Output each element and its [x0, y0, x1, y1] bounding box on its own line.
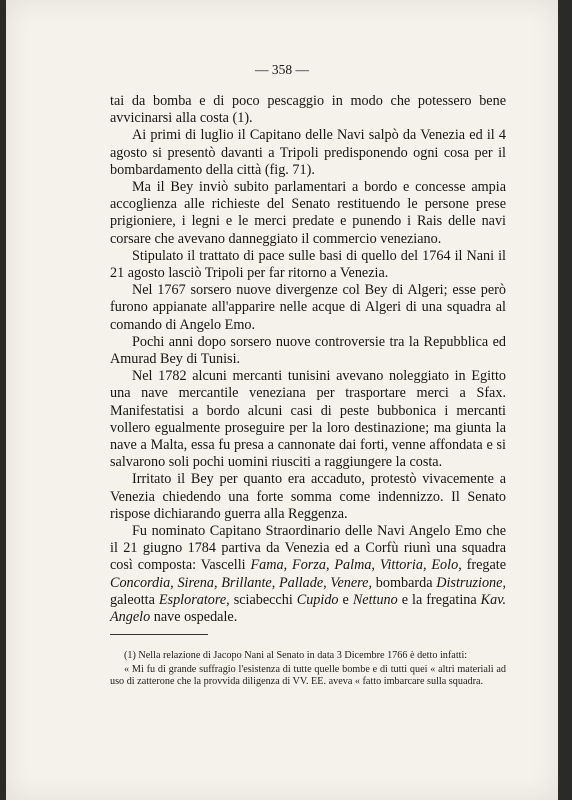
separator: e la fregatina [397, 591, 481, 608]
footnote-divider [110, 634, 208, 635]
ship-name: Sirena [177, 574, 214, 591]
paragraph-9-intro: Fu nominato Capitano Straordinario delle Navi Angelo Emo che il 21 giugno 1784 partiva da Venezia ed a Corfù riunì una squadra così composta: Vascelli [110, 523, 506, 574]
paragraph-6: Pochi anni dopo sorsero nuove controversie tra la Repubblica ed Amurad Bey di Tunisi. [110, 333, 506, 368]
separator: , [422, 557, 432, 574]
paragraph-4: Stipulato il trattato di pace sulle basi di quello del 1764 il Nani il 21 agosto lasciò Tripoli per far ritorno a Venezia. [110, 247, 506, 282]
footnote-1: (1) Nella relazione di Jacopo Nani al Senato in data 3 Dicembre 1766 è detto infatti: [124, 650, 468, 661]
page-number: — 358 — [255, 62, 309, 77]
separator: , [271, 574, 279, 591]
separator: , [283, 557, 293, 574]
separator: , [213, 574, 222, 591]
ship-name: Cupido [296, 591, 339, 608]
ship-name: Palma [334, 557, 372, 574]
ship-name: Fama [250, 557, 284, 574]
ship-name: Eolo [431, 557, 459, 574]
book-page [6, 0, 558, 800]
footnotes [110, 650, 506, 689]
paragraph-5: Nel 1767 sorsero nuove divergenze col Bey di Algeri; esse però furono appianate all'apparire nelle acque di Algeri di una squadra al comando di Angelo Emo. [110, 282, 506, 333]
separator: e [338, 591, 353, 608]
ship-name: Venere [330, 574, 369, 591]
paragraph-9 [110, 523, 506, 626]
ship-name: Concordia [110, 574, 171, 591]
paragraph-7: Nel 1782 alcuni mercanti tunisini avevano noleggiato in Egitto una nave mercantile veneziana per trasportare merci a Sfax. Manifestatisi a bordo alcuni casi di peste bubbonica i mercanti vollero egualmente proseguire per la loro destinazione; ma giunta la nave a Malta, essa fu presa a cannonate dai forti, venne affondata e si salvarono soli pochi uomini riusciti a raggiungere la costa. [110, 368, 506, 471]
separator: , [325, 557, 335, 574]
ship-name: Esploratore [158, 591, 227, 608]
paragraph-3: Ma il Bey inviò subito parlamentari a bordo e concesse ampia accoglienza alle richieste del Senato restituendo le persone prese prigioniere, i legni e le merci predate e punendo i Rais delle navi corsare che avevano danneggiato il commercio veneziano. [110, 179, 506, 247]
ship-name: Distruzione [436, 574, 503, 591]
separator: , fregate [458, 557, 506, 574]
separator: , galeotta [110, 574, 506, 608]
paragraph-8: Irritato il Bey per quanto era accaduto, protestò vivacemente a Venezia chiedendo una forte somma come indennizzo. Il Senato rispose dichiarando guerra alla Reggenza. [110, 471, 506, 522]
separator: , bombarda [368, 574, 437, 591]
ship-name: Nettuno [352, 591, 398, 608]
footnote-quote: « Mi fu di grande suffragio l'esistenza di tutte quelle bombe e di tutti quei « altri materiali ad uso di zatterone che la provvida diligenza di VV. EE. aveva « fatto imbarcare sulla squadra. [110, 664, 506, 688]
ship-name: Vittoria [379, 557, 423, 574]
paragraph-1: tai da bomba e di poco pescaggio in modo che potessero bene avvicinarsi alla costa (1). [110, 93, 506, 127]
paragraph-9-outro: nave ospedale. [150, 609, 238, 626]
separator: , [371, 557, 380, 574]
paragraph-2: Ai primi di luglio il Capitano delle Navi salpò da Venezia ed il 4 agosto si presentò davanti a Tripoli predisponendo ogni cosa per il bombardamento della città (fig. 71). [110, 127, 506, 178]
separator: , [323, 574, 331, 591]
ship-name: Pallade [278, 574, 324, 591]
ship-name: Brillante [221, 574, 272, 591]
separator: , sciabecchi [226, 591, 297, 608]
ship-name: Forza [292, 557, 326, 574]
ship-name: Kav. Angelo [110, 591, 506, 626]
separator: , [170, 574, 178, 591]
body-text [110, 93, 506, 626]
